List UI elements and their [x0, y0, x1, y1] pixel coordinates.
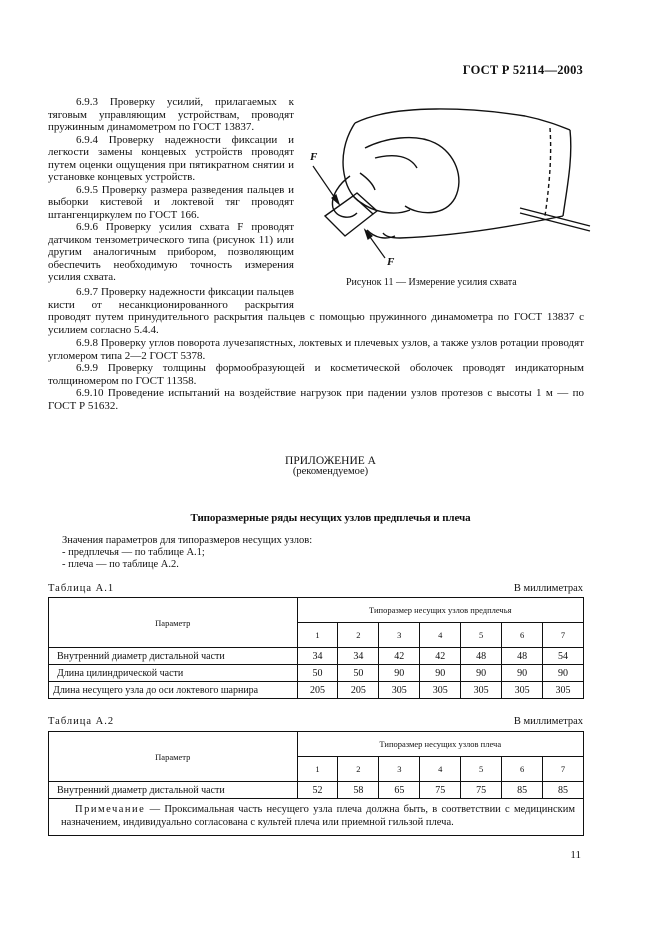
appendix-title: ПРИЛОЖЕНИЕ А	[285, 455, 376, 467]
appendix-intro	[62, 535, 312, 571]
group-header: Типоразмер несущих узлов предплечья	[297, 598, 584, 623]
force-label-top: F	[310, 151, 318, 163]
cell: 48	[502, 648, 543, 665]
param-header: Параметр	[49, 732, 298, 782]
table-a1-unit: В миллиметрах	[513, 583, 583, 594]
cell: 90	[502, 665, 543, 682]
cell: 85	[543, 782, 584, 799]
cell: 305	[379, 682, 420, 699]
paragraph-6-9-6: 6.9.6 Проверку усилия схвата F проводят датчиком тензометрического типа (рисунок 11) или другим аналогичным прибором, позволяющим обеспечить необходимую точность измерения усилия схвата.	[48, 221, 294, 283]
column-header: 1	[297, 757, 338, 782]
page-number: 11	[570, 849, 581, 861]
column-header: 3	[379, 623, 420, 648]
row-label: Длина несущего узла до оси локтевого шарнира	[49, 682, 298, 699]
cell: 52	[297, 782, 338, 799]
table-a2-caption: Таблица А.2	[48, 716, 115, 727]
row-label: Внутренний диаметр дистальной части	[49, 782, 298, 799]
table-row	[49, 782, 584, 799]
note-label: Примечание	[75, 804, 146, 815]
row-label: Внутренний диаметр дистальной части	[49, 648, 298, 665]
group-header: Типоразмер несущих узлов плеча	[297, 732, 583, 757]
column-header: 2	[338, 757, 379, 782]
figure-caption: Рисунок 11 — Измерение усилия схвата	[346, 277, 517, 288]
figure-float-spacer	[294, 286, 584, 311]
paragraph-6-9-5: 6.9.5 Проверку размера разведения пальцев и выборки кистевой и локтевой тяг проводят штангенциркулем по ГОСТ 166.	[48, 183, 294, 221]
paragraph-6-9-9: 6.9.9 Проверку толщины формообразующей и косметической оболочек проводят индикаторным толщиномером по ГОСТ 11358.	[48, 362, 584, 387]
intro-line: - плеча — по таблице А.2.	[62, 559, 179, 570]
cell: 305	[420, 682, 461, 699]
param-header: Параметр	[49, 598, 298, 648]
column-header: 6	[502, 757, 543, 782]
cell: 75	[420, 782, 461, 799]
figure-11	[305, 98, 595, 278]
paragraph-6-9-8: 6.9.8 Проверку углов поворота лучезапястных, локтевых и плечевых узлов, а также узлов ротации проводят угломером типа 2—2 ГОСТ 5378.	[48, 337, 584, 362]
cell: 34	[338, 648, 379, 665]
paragraph-6-9-3: 6.9.3 Проверку усилий, прилагаемых к тяговым управляющим устройствам, проводят пружинным динамометром по ГОСТ 13837.	[48, 96, 294, 133]
cell: 42	[420, 648, 461, 665]
cell: 58	[338, 782, 379, 799]
table-a1	[48, 597, 584, 699]
cell: 48	[461, 648, 502, 665]
intro-line: - предплечья — по таблице А.1;	[62, 547, 205, 558]
column-header: 6	[502, 623, 543, 648]
cell: 50	[338, 665, 379, 682]
table-a2	[48, 731, 584, 836]
left-column	[48, 96, 294, 284]
cell: 34	[297, 648, 338, 665]
row-label: Длина цилиндрической части	[49, 665, 298, 682]
column-header: 4	[420, 623, 461, 648]
cell: 42	[379, 648, 420, 665]
cell: 305	[461, 682, 502, 699]
cell: 205	[297, 682, 338, 699]
appendix-subtitle: (рекомендуемое)	[292, 466, 369, 477]
paragraph-6-9-7-content: 6.9.7 Проверку надежности фиксации пальцев кисти от несанкционированного раскрытия проводят путем принудительного раскрытия пальцев с помощью пружинного динамометра по ГОСТ 13837 с усилием согласно 5.4.4.	[48, 286, 584, 336]
cell: 75	[461, 782, 502, 799]
column-header: 3	[379, 757, 420, 782]
table-a1-caption: Таблица А.1	[48, 583, 115, 594]
full-width-paragraphs	[48, 337, 584, 412]
table-a2-unit: В миллиметрах	[513, 716, 583, 727]
table-row	[49, 648, 584, 665]
hand-grip-illustration	[305, 98, 595, 273]
table-note	[49, 799, 584, 836]
cell: 54	[543, 648, 584, 665]
note-text: — Проксимальная часть несущего узла плеча должна быть, в соответствии с медицинским назначением, индивидуально согласована с культей плеча или приемной гильзой плеча.	[61, 804, 575, 828]
column-header: 2	[338, 623, 379, 648]
intro-line: Значения параметров для типоразмеров несущих узлов:	[62, 535, 313, 546]
cell: 90	[461, 665, 502, 682]
paragraph-6-9-7-body	[48, 286, 584, 336]
cell: 90	[543, 665, 584, 682]
column-header: 1	[297, 623, 338, 648]
paragraph-6-9-10: 6.9.10 Проведение испытаний на воздействие нагрузок при падении узлов протезов с высоты 1 м — по ГОСТ Р 51632.	[48, 387, 584, 412]
column-header: 5	[461, 623, 502, 648]
cell: 90	[420, 665, 461, 682]
column-header: 7	[543, 757, 584, 782]
cell: 65	[379, 782, 420, 799]
force-label-bottom: F	[387, 256, 395, 268]
cell: 305	[502, 682, 543, 699]
paragraph-6-9-4: 6.9.4 Проверку надежности фиксации и легкости замены концевых устройств проводят путем оценки ощущения при пятикратном снятии и установке концевых устройств.	[48, 133, 294, 183]
column-header: 4	[420, 757, 461, 782]
cell: 205	[338, 682, 379, 699]
table-row	[49, 682, 584, 699]
document-id: ГОСТ Р 52114—2003	[462, 63, 583, 77]
cell: 90	[379, 665, 420, 682]
cell: 50	[297, 665, 338, 682]
column-header: 7	[543, 623, 584, 648]
cell: 305	[543, 682, 584, 699]
column-header: 5	[461, 757, 502, 782]
table-row	[49, 665, 584, 682]
cell: 85	[502, 782, 543, 799]
appendix-heading: Типоразмерные ряды несущих узлов предплечья и плеча	[190, 512, 471, 524]
